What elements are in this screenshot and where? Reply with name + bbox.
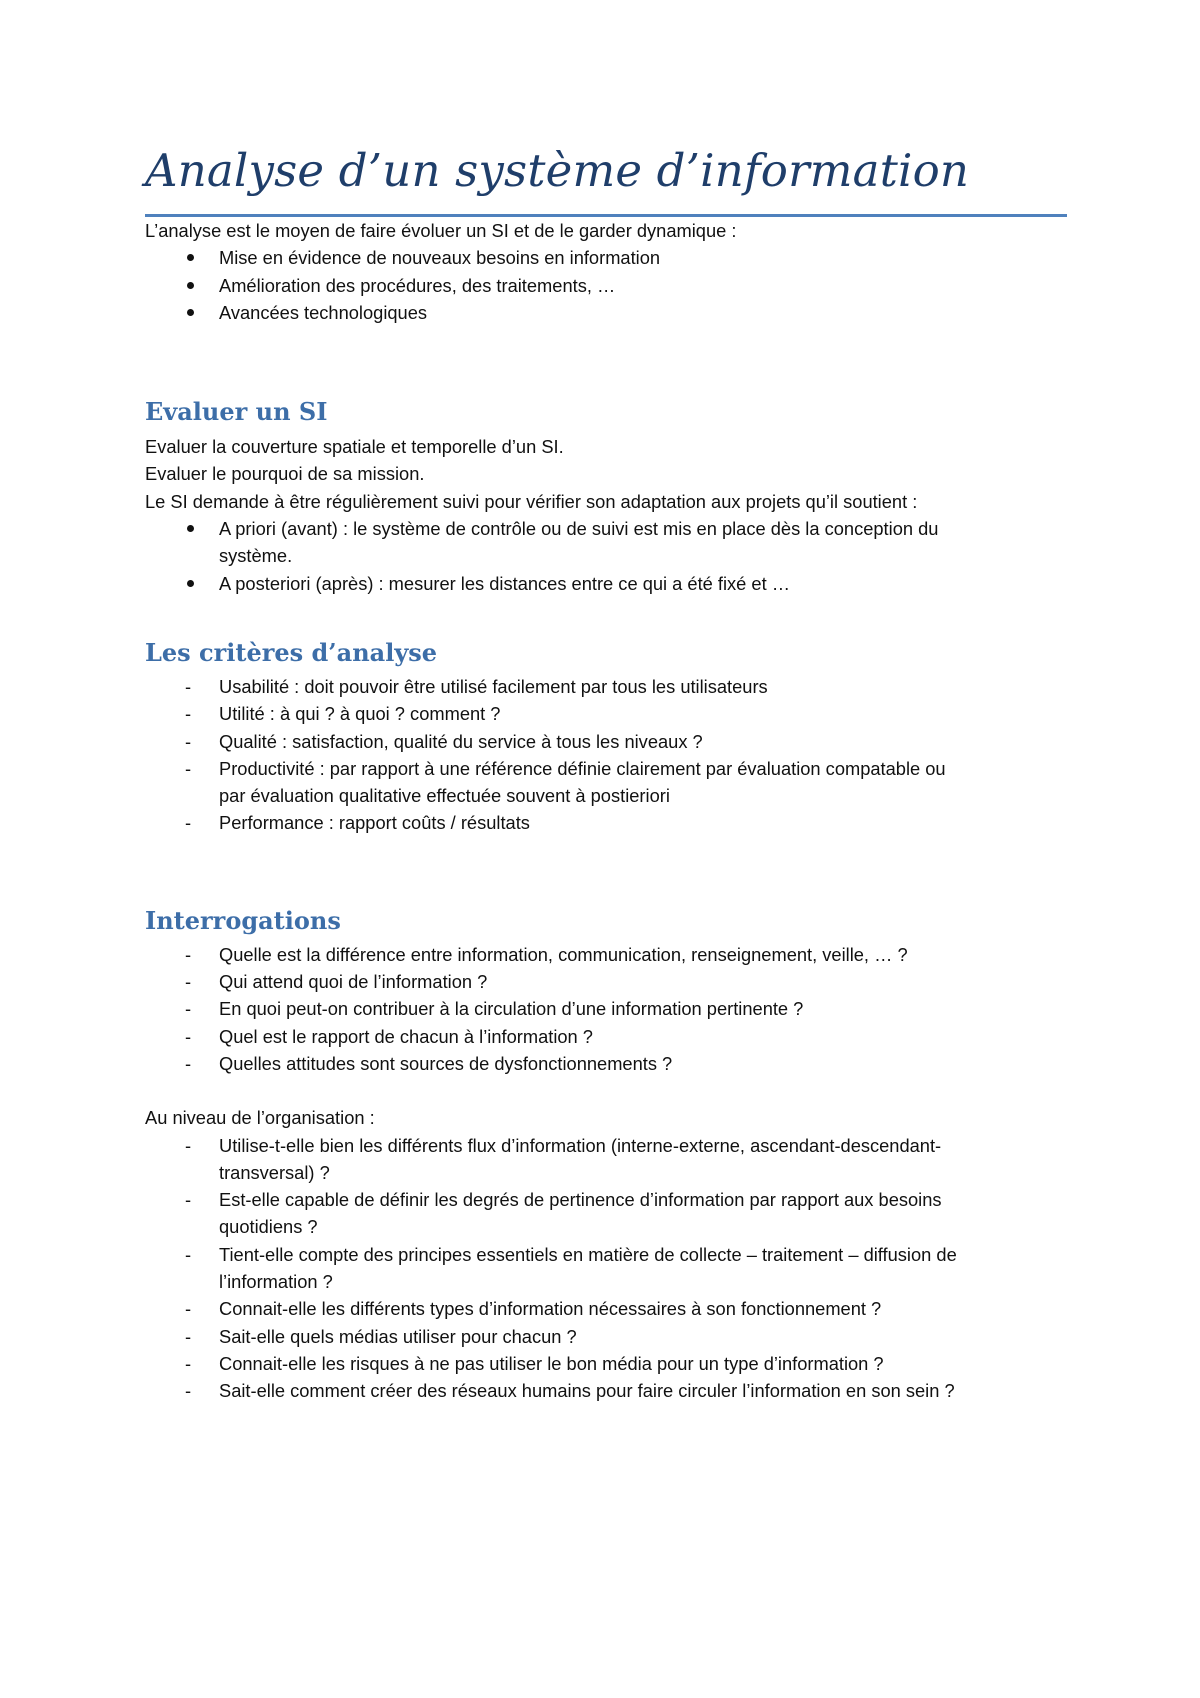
list-item-text-cont: quotidiens ? bbox=[219, 1216, 318, 1238]
intro-bullet-list bbox=[145, 244, 1075, 326]
dash-marker: - bbox=[185, 730, 192, 752]
list-item bbox=[145, 299, 1075, 326]
dash-marker: - bbox=[185, 1380, 192, 1402]
paragraph-line: Evaluer le pourquoi de sa mission. bbox=[145, 463, 425, 485]
list-item bbox=[145, 570, 1075, 597]
list-item-text: Tient-elle compte des principes essentiels en matière de collecte – traitement – diffusion de bbox=[219, 1243, 957, 1265]
list-item-text: Quelle est la différence entre information, communication, renseignement, veille, … ? bbox=[219, 943, 908, 965]
list-item-text-cont: système. bbox=[219, 545, 293, 567]
list-item-text-cont: par évaluation qualitative effectuée souvent à postieriori bbox=[219, 785, 670, 807]
list-item bbox=[145, 809, 1075, 836]
list-item-text: Quelles attitudes sont sources de dysfonctionnements ? bbox=[219, 1052, 673, 1074]
list-item-text: Utilise-t-elle bien les différents flux d’information (interne-externe, ascendant-descendant- bbox=[219, 1134, 942, 1156]
dash-marker: - bbox=[185, 1189, 192, 1211]
list-item-text: A posteriori (après) : mesurer les distances entre ce qui a été fixé et … bbox=[219, 572, 791, 594]
organisation-intro: Au niveau de l’organisation : bbox=[145, 1107, 375, 1129]
list-item-text: Performance : rapport coûts / résultats bbox=[219, 812, 530, 834]
list-item-text: Sait-elle quels médias utiliser pour chacun ? bbox=[219, 1325, 577, 1347]
list-item bbox=[145, 941, 1075, 968]
list-item bbox=[145, 1023, 1075, 1050]
intro-text: L’analyse est le moyen de faire évoluer un SI et de le garder dynamique : bbox=[145, 220, 737, 241]
dash-marker: - bbox=[185, 1025, 192, 1047]
dash-marker: - bbox=[185, 675, 192, 697]
bullet-icon bbox=[187, 580, 194, 587]
list-item-text: Connait-elle les différents types d’information nécessaires à son fonctionnement ? bbox=[219, 1298, 882, 1320]
interrogations-list bbox=[145, 941, 1075, 1077]
criteres-list bbox=[145, 673, 1075, 837]
list-item-text: A priori (avant) : le système de contrôle ou de suivi est mis en place dès la conception du bbox=[219, 518, 939, 540]
document-page bbox=[145, 140, 1075, 1405]
list-item-text: Mise en évidence de nouveaux besoins en information bbox=[219, 247, 661, 269]
dash-marker: - bbox=[185, 1325, 192, 1347]
dash-marker: - bbox=[185, 1298, 192, 1320]
list-item-text: Sait-elle comment créer des réseaux humains pour faire circuler l’information en son sein ? bbox=[219, 1380, 955, 1402]
bullet-icon bbox=[187, 254, 194, 261]
list-item-text: Amélioration des procédures, des traitements, … bbox=[219, 274, 616, 296]
list-item bbox=[145, 968, 1075, 995]
dash-marker: - bbox=[185, 812, 192, 834]
list-item bbox=[145, 1350, 1075, 1377]
bullet-icon bbox=[187, 309, 194, 316]
page-title: Analyse d’un système d’information bbox=[145, 144, 970, 197]
list-item bbox=[145, 673, 1075, 700]
list-item bbox=[145, 728, 1075, 755]
organisation-list bbox=[145, 1132, 1075, 1405]
section-heading-criteres: Les critères d’analyse bbox=[145, 637, 438, 667]
list-item bbox=[145, 515, 1075, 570]
dash-marker: - bbox=[185, 703, 192, 725]
list-item-text: Qualité : satisfaction, qualité du service à tous les niveaux ? bbox=[219, 730, 703, 752]
list-item-text: Utilité : à qui ? à quoi ? comment ? bbox=[219, 703, 501, 725]
list-item bbox=[145, 700, 1075, 727]
paragraph-line: Evaluer la couverture spatiale et temporelle d’un SI. bbox=[145, 436, 564, 458]
list-item bbox=[145, 244, 1075, 271]
list-item bbox=[145, 1186, 1075, 1241]
dash-marker: - bbox=[185, 943, 192, 965]
dash-marker: - bbox=[185, 998, 192, 1020]
dash-marker: - bbox=[185, 1243, 192, 1265]
list-item bbox=[145, 272, 1075, 299]
bullet-icon bbox=[187, 282, 194, 289]
dash-marker: - bbox=[185, 1352, 192, 1374]
list-item bbox=[145, 1050, 1075, 1077]
list-item-text: En quoi peut-on contribuer à la circulation d’une information pertinente ? bbox=[219, 998, 804, 1020]
section-heading-evaluer: Evaluer un SI bbox=[145, 397, 328, 427]
list-item bbox=[145, 1323, 1075, 1350]
list-item-text-cont: l’information ? bbox=[219, 1271, 333, 1293]
paragraph-line: Le SI demande à être régulièrement suivi pour vérifier son adaptation aux projets qu’il soutient : bbox=[145, 490, 918, 512]
list-item bbox=[145, 995, 1075, 1022]
list-item bbox=[145, 1241, 1075, 1296]
list-item-text-cont: transversal) ? bbox=[219, 1161, 330, 1183]
list-item-text: Avancées technologiques bbox=[219, 301, 428, 323]
dash-marker: - bbox=[185, 1052, 192, 1074]
list-item-text: Qui attend quoi de l’information ? bbox=[219, 971, 488, 993]
list-item bbox=[145, 1377, 1075, 1404]
list-item-text: Productivité : par rapport à une référence définie clairement par évaluation compatable ou bbox=[219, 757, 946, 779]
list-item-text: Quel est le rapport de chacun à l’information ? bbox=[219, 1025, 593, 1047]
dash-marker: - bbox=[185, 971, 192, 993]
list-item-text: Est-elle capable de définir les degrés de pertinence d’information par rapport aux besoins bbox=[219, 1189, 942, 1211]
list-item bbox=[145, 755, 1075, 810]
list-item-text: Usabilité : doit pouvoir être utilisé facilement par tous les utilisateurs bbox=[219, 675, 768, 697]
list-item bbox=[145, 1132, 1075, 1187]
section-heading-interrogations: Interrogations bbox=[145, 905, 341, 935]
list-item-text: Connait-elle les risques à ne pas utiliser le bon média pour un type d’information ? bbox=[219, 1352, 884, 1374]
evaluer-bullet-list bbox=[145, 515, 1075, 597]
dash-marker: - bbox=[185, 1134, 192, 1156]
list-item bbox=[145, 1295, 1075, 1322]
bullet-icon bbox=[187, 525, 194, 532]
dash-marker: - bbox=[185, 757, 192, 779]
